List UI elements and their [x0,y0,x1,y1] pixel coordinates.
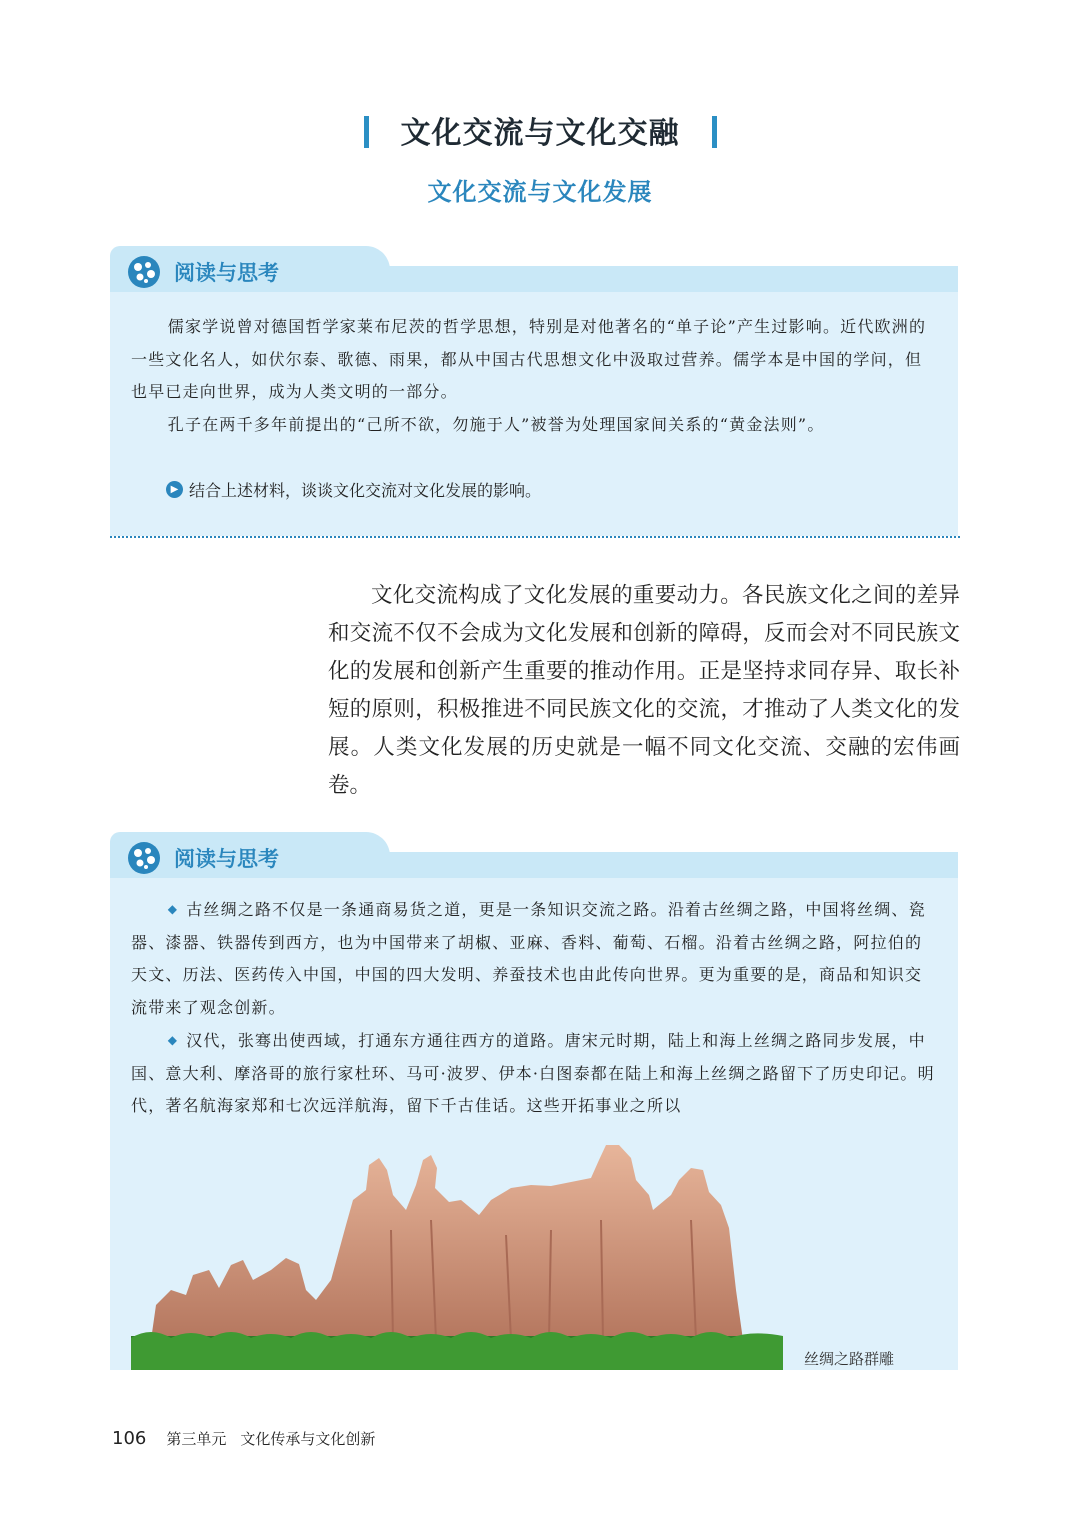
page-footer [112,1428,375,1449]
reading-box-2-item-1 [131,893,937,1024]
title-text: 文化交流与文化交融 [400,116,680,151]
brain-icon [126,840,162,876]
reading-box-1-question-text: 结合上述材料，谈谈文化交流对文化发展的影响。 [189,481,542,500]
page-number: 106 [112,1428,147,1449]
title-right-bar [712,116,717,148]
reading-box-2-header-label: 阅读与思考 [174,847,279,871]
reading-box-2-header [126,838,279,878]
main-paragraph: 文化交流构成了文化发展的重要动力。各民族文化之间的差异和交流不仅不会成为文化发展和创新的障碍，反而会对不同民族文化的发展和创新产生重要的推动作用。正是坚持求同存异、取长补短的原则，积极推进不同民族文化的交流，才推动了人类文化的发展。人类文化发展的历史就是一幅不同文化交流、交融的宏伟画卷。 [328,583,960,798]
reading-box-2-item-1-text: 古丝绸之路不仅是一条通商易货之道，更是一条知识交流之路。沿着古丝绸之路，中国将丝绸、瓷器、漆器、铁器传到西方，也为中国带来了胡椒、亚麻、香料、葡萄、石榴。沿着古丝绸之路，阿拉伯的天文、历法、医药传入中国，中国的四大发明、养蚕技术也由此传向世界。更为重要的是，商品和知识交流带来了观念创新。 [131,900,926,1017]
reading-box-2-item-2-text: 汉代，张骞出使西域，打通东方通往西方的道路。唐宋元时期，陆上和海上丝绸之路同步发展，中国、意大利、摩洛哥的旅行家杜环、马可·波罗、伊本·白图泰都在陆上和海上丝绸之路留下了历史印记。明代，著名航海家郑和七次远洋航海，留下千古佳话。这些开拓事业之所以 [131,1031,935,1115]
photo-caption: 丝绸之路群雕 [804,1350,895,1368]
main-body-text [328,577,960,805]
section-subtitle: 文化交流与文化发展 [427,177,653,206]
reading-box-1-paragraph-2: 孔子在两千多年前提出的“己所不欲，勿施于人”被誉为处理国家间关系的“黄金法则”。 [167,414,825,434]
diamond-icon: ◆ [167,902,179,916]
reading-box-2-item-2 [131,1024,937,1123]
reading-box-1-header [126,252,279,292]
silk-road-sculpture-photo [131,1140,783,1370]
reading-box-1-text [131,311,937,441]
reading-box-2-text [131,893,937,1123]
reading-box-1-question [166,478,541,501]
diamond-icon: ◆ [167,1033,179,1047]
footer-unit: 第三单元 [166,1430,227,1448]
reading-box-1-paragraph-1: 儒家学说曾对德国哲学家莱布尼茨的哲学思想，特别是对他著名的“单子论”产生过影响。近代欧洲的一些文化名人，如伏尔泰、歌德、雨果，都从中国古代思想文化中汲取过营养。儒学本是中国的学问，但也早已走向世界，成为人类文明的一部分。 [131,317,927,401]
reading-box-1-header-label: 阅读与思考 [174,261,279,285]
title-left-bar [364,116,369,148]
page-title [0,108,1080,152]
brain-icon [126,254,162,290]
arrow-circle-icon: ▶ [166,481,183,498]
dotted-divider [110,536,960,538]
footer-unit-title: 文化传承与文化创新 [240,1430,376,1448]
